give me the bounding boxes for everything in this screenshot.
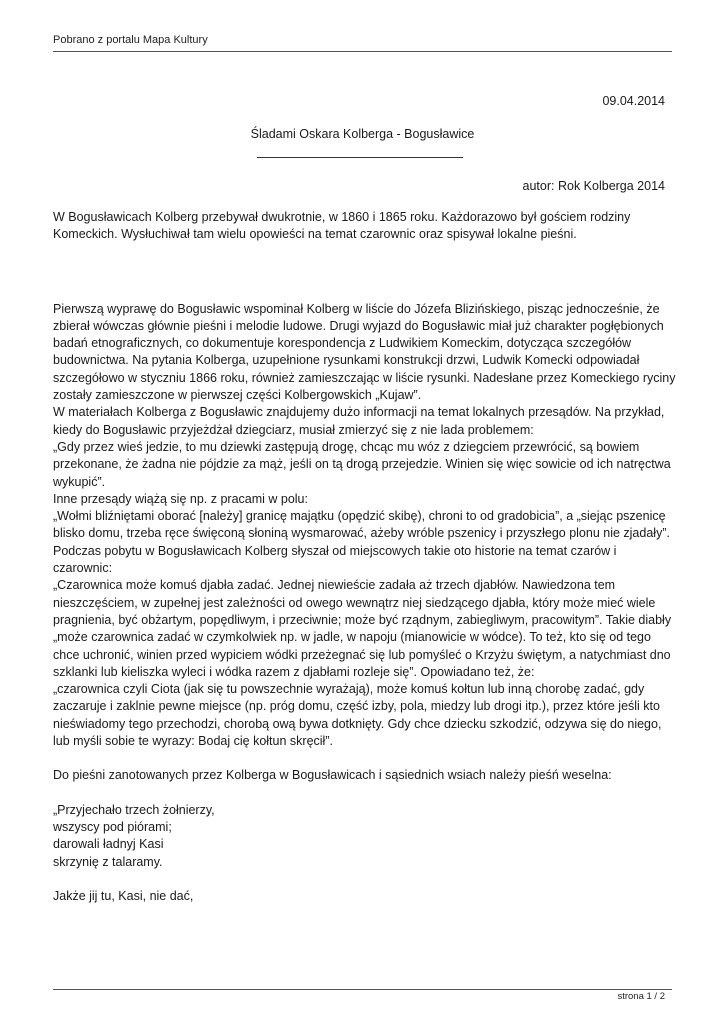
song-line: Jakże jij tu, Kasi, nie dać, — [53, 888, 194, 903]
song-line: darowali ładnyj Kasi — [53, 837, 164, 852]
page-number: strona 1 / 2 — [617, 991, 665, 1002]
quote-paragraph: „Czarownica może komuś djabła zadać. Jednej niewieście zadała aż trzech djabłów. Nawiedzona tem nieszczęściem, w zupełnej jest zależności od owego wewnątrz niej siedzącego djabła, który może mieć wiele pragnienia, być obżartym, popędliwym, i przeciwnie; może być rządnym, zabiegliwym, pracowitym”. Takie diabły „może czarownica zadać w czymkolwiek np. w jadle, w napoju (mianowicie w wódce). To też, kto się od tego chce uchronić, winien przed wypiciem wódki przeżegnać się lub pomyśleć o Krzyżu świętym, a natychmiast dno szklanki lub kieliszka wyleci i wódka razem z djabłami rozleje się”. Opowiadano też, że: — [53, 578, 672, 679]
document-body — [53, 209, 678, 905]
song-line: wszyscy pod piórami; — [53, 819, 172, 834]
quote-paragraph: „czarownica czyli Ciota (jak się tu powszechnie wyrażają), może komuś kołtun lub inną chorobę zadać, gdy zaczaruje i zaklnie pewne miejsce (np. próg domu, część izby, pola, miedzy lub drogi itp.), przez które jeśli kto nieświadomy tego przechodzi, chorobą ową bywa dotknięty. Gdy chce dziecku szkodzić, odzywa się do niego, lub myśli sobie te wyrazy: Bodaj cię kołtun skręcił”. — [53, 682, 662, 749]
footer-divider — [53, 989, 672, 990]
quote-paragraph: „Gdy przez wieś jedzie, to mu dziewki zastępują drogę, chcąc mu wóz z dziegciem przewrócić, są bowiem przekonane, że żadna nie pójdzie za mąż, jeśli on tą drogą przejedzie. Winien się więc sowicie od ich natręctwa wykupić”. — [53, 439, 671, 489]
song-line: „Przyjechało trzech żołnierzy, — [53, 802, 215, 817]
header-divider — [53, 51, 672, 52]
song-line: skrzynię z talaramy. — [53, 854, 163, 869]
document-date: 09.04.2014 — [602, 94, 665, 108]
paragraph: Podczas pobytu w Bogusławicach Kolberg słyszał od miejscowych takie oto historie na temat czarów i czarownic: — [53, 543, 617, 576]
document-title: Śladami Oskara Kolberga - Bogusławice — [250, 127, 475, 141]
quote-paragraph: „Wołmi bliźniętami oborać [należy] granicę majątku (opędzić skibę), chroni to od gradobicia”, a „siejąc pszenicę blisko domu, trzeba ręce święconą słoniną wysmarować, ażeby wróble pszenicy i przyszłego plonu nie zjadały”. — [53, 509, 670, 541]
paragraph: Inne przesądy wiążą się np. z pracami w polu: — [53, 491, 308, 506]
paragraph: W materiałach Kolberga z Bogusławic znajdujemy dużo informacji na temat lokalnych przesądów. Na przykład, kiedy do Bogusławic przyjeżdżał dziegciarz, musiał zmierzyć się z nie lada problemem: — [53, 405, 665, 437]
document-author: autor: Rok Kolberga 2014 — [522, 179, 665, 193]
header-source: Pobrano z portalu Mapa Kultury — [53, 34, 208, 46]
title-underline — [257, 157, 463, 158]
paragraph: Pierwszą wyprawę do Bogusławic wspominał Kolberg w liście do Józefa Blizińskiego, pisząc jednocześnie, że zbierał wówczas głównie pieśni i melodie ludowe. Drugi wyjazd do Bogusławic miał już charakter pogłębionych badań etnograficznych, co dokumentuje korespondencja z Ludwikiem Komeckim, dotycząca szczegółów budownictwa. Na pytania Kolberga, uzupełnione rysunkami konstrukcji drzwi, Ludwik Komecki odpowiadał szczegółowo w styczniu 1866 roku, również zamieszczając w liście rysunki. Nadesłane przez Komeckiego ryciny zostały zamieszczone w pierwszej części Kolbergowskich „Kujaw”. — [53, 301, 676, 403]
intro-paragraph: W Bogusławicach Kolberg przebywał dwukrotnie, w 1860 i 1865 roku. Każdorazowo był gościem rodziny Komeckich. Wysłuchiwał tam wielu opowieści na temat czarownic oraz spisywał lokalne pieśni. — [53, 210, 631, 242]
paragraph: Do pieśni zanotowanych przez Kolberga w Bogusławicach i sąsiednich wsiach należy pieśń weselna: — [53, 768, 612, 783]
